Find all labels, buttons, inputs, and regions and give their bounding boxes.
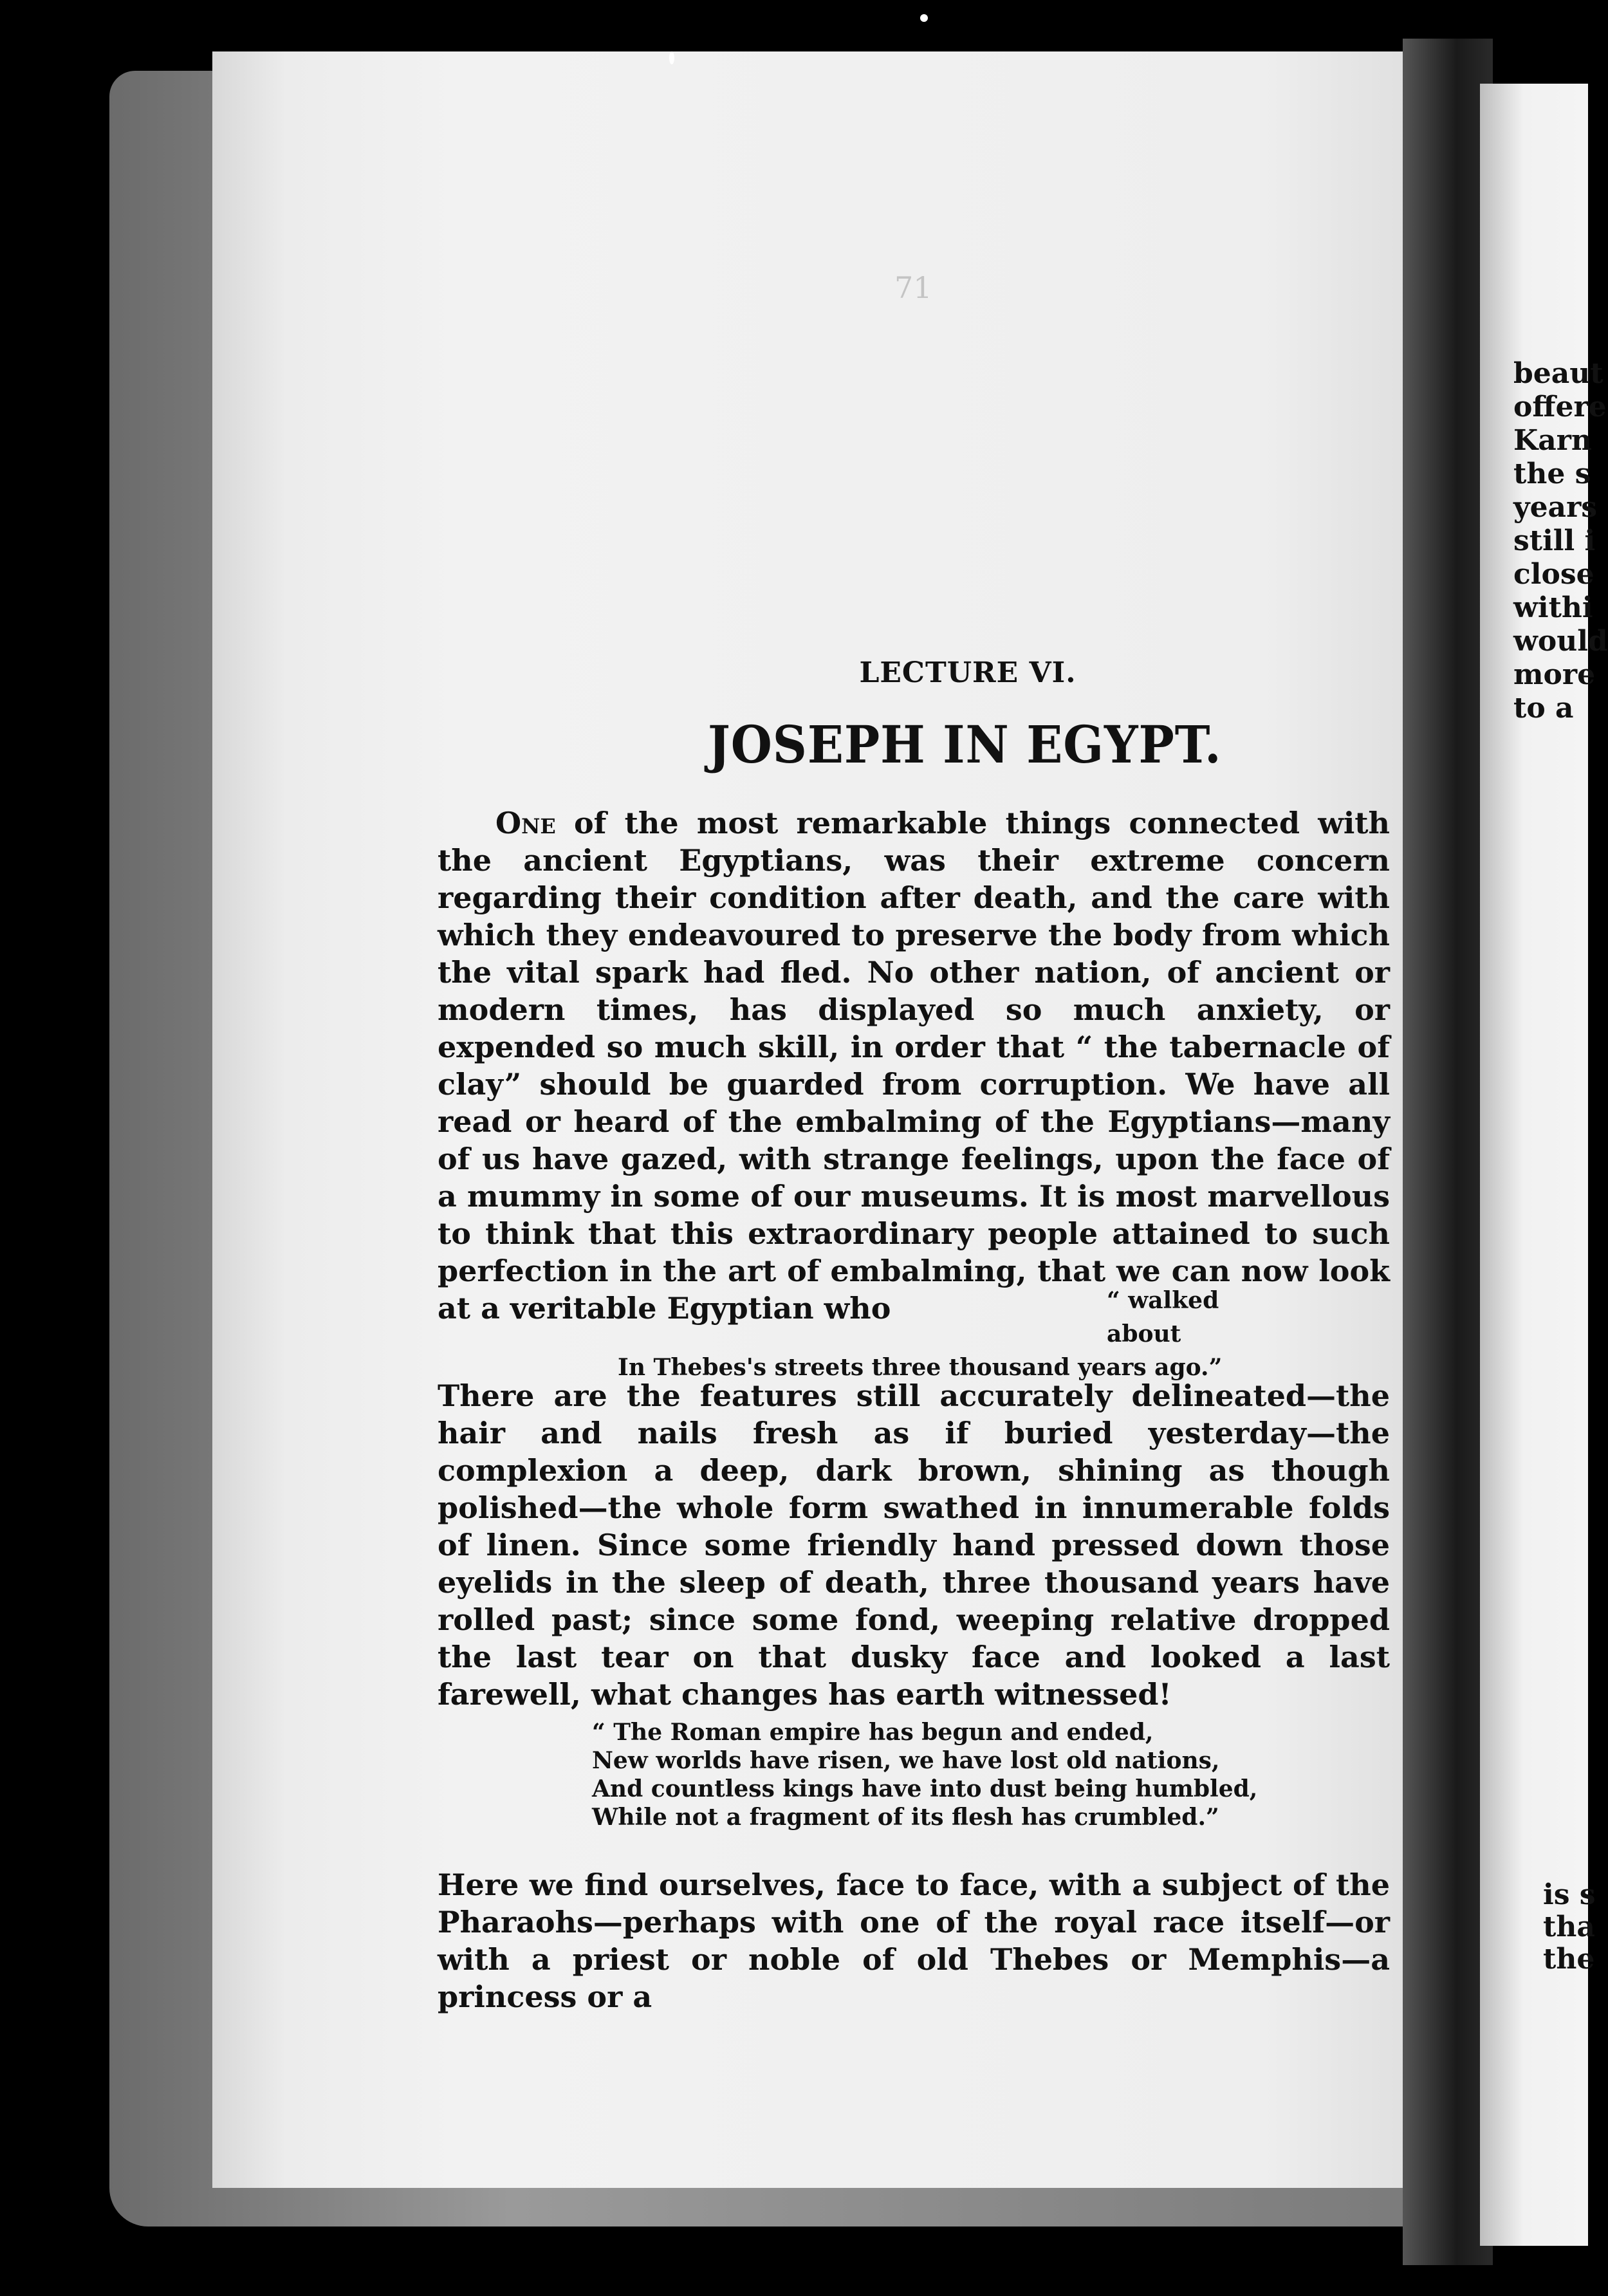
quote-2 [592, 1718, 1257, 1831]
right-line: offere [1513, 391, 1607, 423]
quote-2-line: New worlds have risen, we have lost old nations, [592, 1747, 1220, 1774]
paragraph-2 [438, 1377, 1390, 1713]
right-line: is s [1543, 1878, 1596, 1911]
right-line: more [1513, 658, 1596, 691]
right-line: Karn [1513, 424, 1592, 457]
lecture-label: LECTURE VI. [859, 656, 1077, 689]
right-page-text-bottom [1543, 1879, 1596, 1976]
right-line: the s [1513, 458, 1591, 490]
right-line: would [1513, 625, 1608, 658]
right-line: to a [1513, 692, 1574, 725]
paragraph-2-text: There are the features still accurately delineated—the hair and nails fresh as if buried yesterday—the complexion a deep, dark brown, shining as though polished—the whole form swathed in innumerable folds of linen. Since some friendly hand pressed down those eyelids in the sleep of death, three thousand years have rolled past; since some fond, weeping relative dropped the last tear on that dusky face and looked a last farewell, what changes has earth witnessed! [438, 1378, 1390, 1712]
scan-speck [669, 51, 674, 64]
quote-2-line: “ The Roman empire has begun and ended, [592, 1719, 1154, 1746]
paragraph-3-text: Here we find ourselves, face to face, with a subject of the Pharaohs—perhaps with one of the royal race itself—or with a priest or noble of old Thebes or Memphis—a princess or a [438, 1867, 1390, 2014]
paragraph-1-text: of the most remarkable things connected with the ancient Egyptians, was their extreme concern regarding their condition after death, and the care with which they endeavoured to preserve the body from which the vital spark had fled. No other nation, of ancient or modern times, has displayed so much anxiety, or expended so much skill, in order that “ the tabernacle of clay” should be guarded from corruption. We have all read or heard of the embalming of the Egyptians—many of us have gazed, with strange feelings, upon the face of a mummy in some of our museums. It is most marvellous to think that this extraordinary people attained to such perfection in the art of embalming, that we can now look at a veritable Egyptian who [438, 806, 1390, 1326]
right-line: still i [1513, 524, 1596, 557]
right-line: withi [1513, 591, 1593, 624]
right-line: tha [1543, 1911, 1595, 1943]
page-title: JOSEPH IN EGYPT. [708, 714, 1222, 775]
quote-1-line-1: “ walked about [1107, 1287, 1219, 1347]
right-line: years [1513, 491, 1598, 524]
quote-1-line-2: In Thebes's streets three thousand years ago.” [618, 1354, 1223, 1381]
quote-2-line: And countless kings have into dust being humbled, [592, 1775, 1258, 1802]
scan-speck [920, 14, 928, 22]
right-line: close [1513, 558, 1594, 591]
right-line: the [1543, 1943, 1595, 1976]
paragraph-1-lead: One [495, 806, 556, 840]
faint-page-number: 71 [894, 270, 932, 305]
paragraph-1 [438, 804, 1390, 1327]
book-gutter [1403, 39, 1493, 2265]
quote-2-line: While not a fragment of its flesh has crumbled.” [592, 1804, 1219, 1831]
right-page-text-top [1513, 357, 1608, 725]
quote-1 [618, 1284, 1287, 1384]
right-line: beaut [1513, 357, 1603, 390]
paragraph-3 [438, 1866, 1390, 2015]
